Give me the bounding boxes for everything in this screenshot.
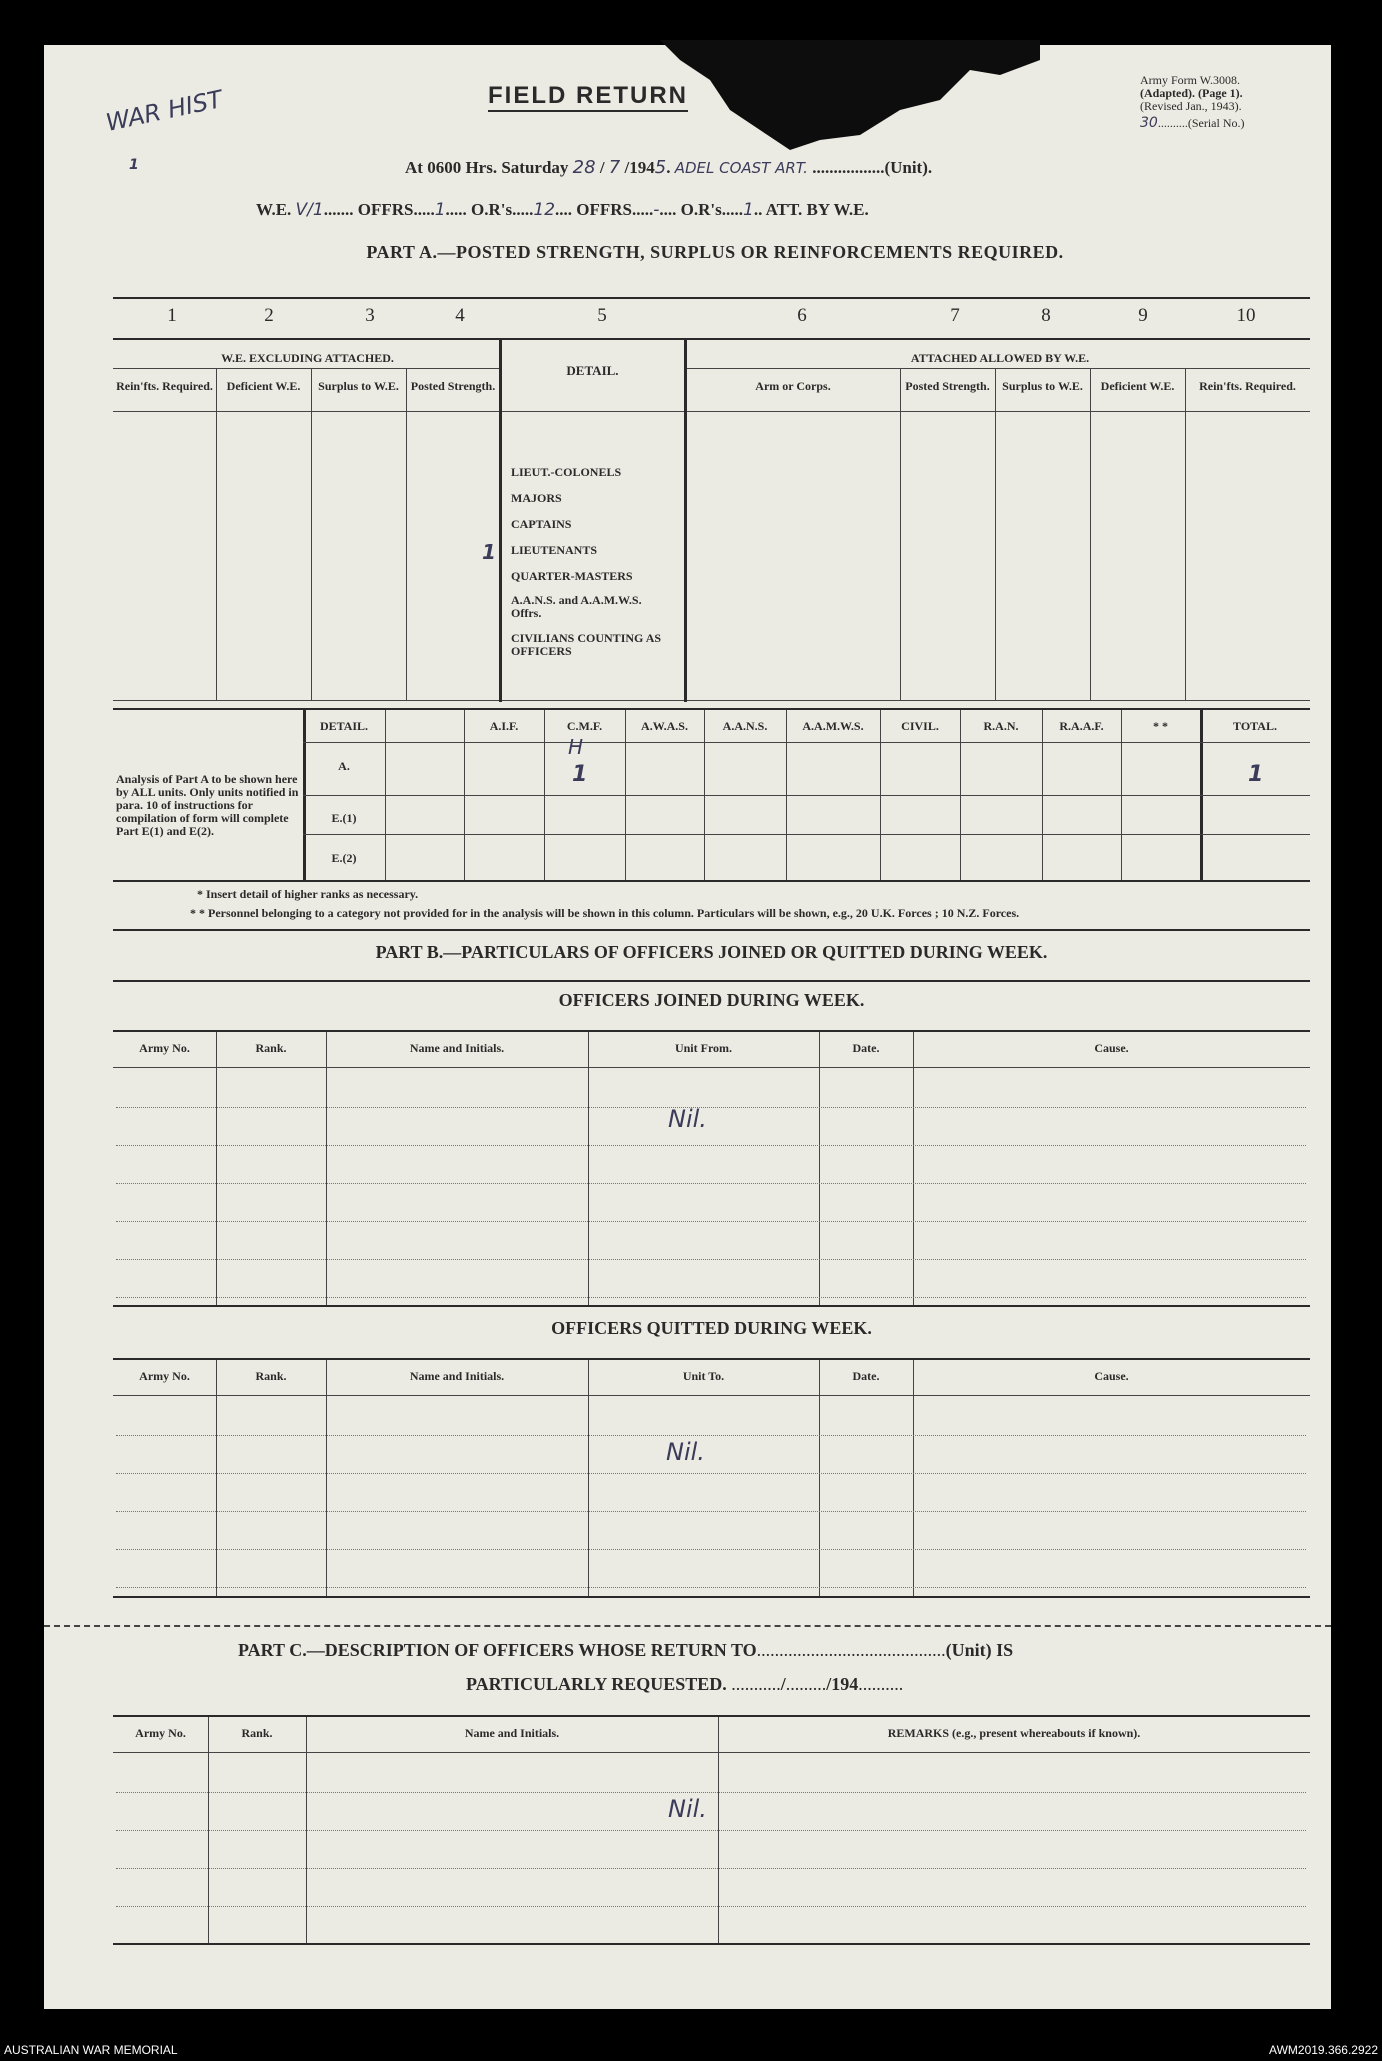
joined-col-3: Name and Initials.: [409, 1041, 505, 1055]
detail-header: DETAIL.: [566, 363, 619, 378]
part-c-slash: /: [780, 1674, 786, 1694]
analysis-row-3: E.(2): [331, 851, 357, 865]
column-number-1: 1: [167, 305, 177, 326]
column-number-5: 5: [597, 305, 607, 326]
cut-line: [44, 1625, 1331, 1627]
year-suffix: 5: [654, 157, 667, 178]
stamp-number: 1: [129, 157, 139, 173]
part-c-title-line1: PART C.—DESCRIPTION OF OFFICERS WHOSE RETURN TO..........................................(Unit) IS: [238, 1640, 1014, 1660]
strength-line: W.E. V/1....... OFFRS.....1..... O.R's.....12.... OFFRS.....-.... O.R's.....1.. ATT. BY W.E.: [256, 200, 869, 220]
right-col-header-4: Deficient W.E.: [1100, 379, 1175, 393]
right-col-header-3: Surplus to W.E.: [1002, 379, 1083, 393]
part-b-title: PART B.—PARTICULARS OF OFFICERS JOINED OR QUITTED DURING WEEK.: [375, 942, 1048, 962]
rank-lieut-colonels: LIEUT.-COLONELS: [511, 465, 622, 479]
analysis-header-4: C.M.F.: [566, 719, 603, 733]
war-hist-stamp: [95, 85, 265, 173]
joined-col-1: Army No.: [139, 1041, 190, 1055]
quitted-nil-entry: Nil.: [666, 1438, 705, 1466]
column-number-4: 4: [455, 305, 465, 326]
quitted-col-1: Army No.: [139, 1369, 190, 1383]
offrs-value: 1: [434, 200, 446, 220]
footer-bar: [0, 2021, 1382, 2061]
joined-col-4: Unit From.: [674, 1041, 733, 1055]
unit-label: (Unit).: [884, 158, 933, 177]
left-col-header-4: Posted Strength.: [410, 379, 496, 393]
we-label: W.E.: [256, 200, 292, 219]
war-hist-note: WAR HIST: [103, 85, 225, 137]
analysis-header-8: CIVIL.: [901, 719, 939, 733]
date-line: At 0600 Hrs. Saturday 28 / 7 /1945. ADEL COAST ART. .................(Unit).: [405, 157, 933, 178]
date-day: 28: [572, 157, 596, 178]
column-number-2: 2: [264, 305, 274, 326]
part-c-col-4: REMARKS (e.g., present whereabouts if known).: [887, 1726, 1141, 1740]
ors2-label: O.R's.: [680, 200, 726, 219]
part-c-requested: PARTICULARLY REQUESTED.: [466, 1674, 727, 1694]
serial-label: (Serial No.): [1187, 116, 1245, 130]
quitted-col-4: Unit To.: [682, 1369, 725, 1383]
part-c-col-1: Army No.: [135, 1726, 186, 1740]
quitted-col-3: Name and Initials.: [409, 1369, 505, 1383]
analysis-header-11: * *: [1153, 719, 1168, 733]
part-c-year: /194: [826, 1674, 859, 1694]
page-title: FIELD RETURN: [488, 82, 688, 112]
offrs-label: OFFRS.: [357, 200, 418, 219]
joined-col-6: Cause.: [1094, 1041, 1129, 1055]
analysis-header-9: R.A.N.: [983, 719, 1019, 733]
year-prefix: /194: [624, 158, 655, 177]
left-col-header-1: Rein'fts. Required.: [116, 379, 213, 393]
form-ref-line2: (Adapted). (Page 1).: [1140, 86, 1243, 100]
unit-value: ADEL COAST ART.: [674, 159, 808, 177]
analysis-header-5: A.W.A.S.: [641, 719, 688, 733]
offrs2-label: OFFRS.: [576, 200, 637, 219]
column-number-8: 8: [1041, 305, 1051, 326]
cmf-a-mark: H: [568, 735, 584, 759]
footer-left: AUSTRALIAN WAR MEMORIAL: [4, 2043, 178, 2057]
quitted-title: OFFICERS QUITTED DURING WEEK.: [551, 1318, 872, 1338]
lieutenants-posted-value: 1: [482, 540, 496, 564]
column-number-6: 6: [797, 305, 807, 326]
date-month: 7: [608, 157, 621, 178]
column-number-9: 9: [1138, 305, 1148, 326]
analysis-row-1: A.: [338, 759, 350, 773]
part-c-unit-is: (Unit) IS: [945, 1640, 1014, 1660]
we-value: V/: [295, 200, 313, 220]
joined-nil-entry: Nil.: [668, 1105, 707, 1133]
part-c-col-3: Name and Initials.: [464, 1726, 560, 1740]
left-col-header-2: Deficient W.E.: [226, 379, 301, 393]
column-number-10: 10: [1236, 305, 1256, 326]
footnote-2: * * Personnel belonging to a category not provided for in the analysis will be shown in this column. Particulars will be shown, e.g., 20 U.K. Forces ; 10 N.Z. Forces.: [190, 906, 1020, 920]
total-a-value: 1: [1248, 762, 1264, 787]
analysis-header-12: TOTAL.: [1233, 719, 1277, 733]
column-number-7: 7: [950, 305, 960, 326]
joined-title: OFFICERS JOINED DURING WEEK.: [558, 990, 865, 1010]
analysis-header-10: R.A.A.F.: [1059, 719, 1104, 733]
analysis-header-1: DETAIL.: [319, 719, 369, 733]
att-label: ATT. BY W.E.: [765, 200, 869, 219]
rank-civilians: CIVILIANS COUNTING AS OFFICERS: [511, 631, 662, 658]
at-text: At 0600 Hrs. Saturday: [405, 158, 569, 177]
analysis-header-7: A.A.M.W.S.: [802, 719, 864, 733]
form-reference: Army Form W.3008. (Adapted). (Page 1). (Revised Jan., 1943). 30..........(Serial No.): [1140, 73, 1245, 131]
ors2-value: 1: [742, 200, 754, 220]
analysis-header-3: A.I.F.: [489, 719, 519, 733]
rank-list: [511, 466, 681, 658]
column-number-3: 3: [365, 305, 375, 326]
ors-label: O.R's.: [471, 200, 517, 219]
we-value2: 1: [312, 200, 324, 220]
right-col-header-2: Posted Strength.: [905, 379, 990, 393]
footnote-1: * Insert detail of higher ranks as necessary.: [197, 887, 419, 901]
part-a-title: PART A.—POSTED STRENGTH, SURPLUS OR REINFORCEMENTS REQUIRED.: [366, 242, 1064, 262]
rank-majors: MAJORS: [511, 491, 562, 505]
right-group-header: ATTACHED ALLOWED BY W.E.: [910, 351, 1090, 365]
offrs2-value: -: [653, 200, 660, 220]
cmf-a-value: 1: [572, 762, 588, 787]
part-c-nil-entry: Nil.: [668, 1795, 707, 1823]
part-c-title-line2: PARTICULARLY REQUESTED. .........../........./194..........: [466, 1674, 904, 1694]
quitted-col-2: Rank.: [255, 1369, 287, 1383]
left-group-header: W.E. EXCLUDING ATTACHED.: [221, 351, 394, 365]
rank-quarter-masters: QUARTER-MASTERS: [511, 569, 633, 583]
quitted-col-6: Cause.: [1094, 1369, 1129, 1383]
right-col-header-5: Rein'fts. Required.: [1199, 379, 1296, 393]
left-col-header-3: Surplus to W.E.: [318, 379, 399, 393]
rank-aans-aamws: A.A.N.S. and A.A.M.W.S. Offrs.: [511, 593, 642, 620]
joined-col-5: Date.: [852, 1041, 880, 1055]
rank-captains: CAPTAINS: [511, 517, 572, 531]
form-ref-line3: (Revised Jan., 1943).: [1140, 99, 1242, 113]
right-col-header-1: Arm or Corps.: [755, 379, 831, 393]
quitted-col-5: Date.: [852, 1369, 880, 1383]
footer-right: AWM2019.366.2922: [1269, 2043, 1378, 2057]
part-c-col-2: Rank.: [241, 1726, 273, 1740]
analysis-note: Analysis of Part A to be shown here by ALL units. Only units notified in para. 10 of instructions for compilation of form will complete Part E(1) and E(2).: [116, 772, 299, 838]
analysis-row-2: E.(1): [331, 811, 357, 825]
part-c-title: PART C.—DESCRIPTION OF OFFICERS WHOSE RETURN TO: [238, 1640, 757, 1660]
form-ref-line1: Army Form W.3008.: [1140, 73, 1241, 87]
rank-lieutenants: LIEUTENANTS: [511, 543, 598, 557]
joined-col-2: Rank.: [255, 1041, 287, 1055]
torn-paper-area: [640, 40, 1040, 160]
serial-value: 30: [1140, 115, 1158, 131]
analysis-header-6: A.A.N.S.: [722, 719, 768, 733]
ors-value: 12: [533, 200, 556, 220]
